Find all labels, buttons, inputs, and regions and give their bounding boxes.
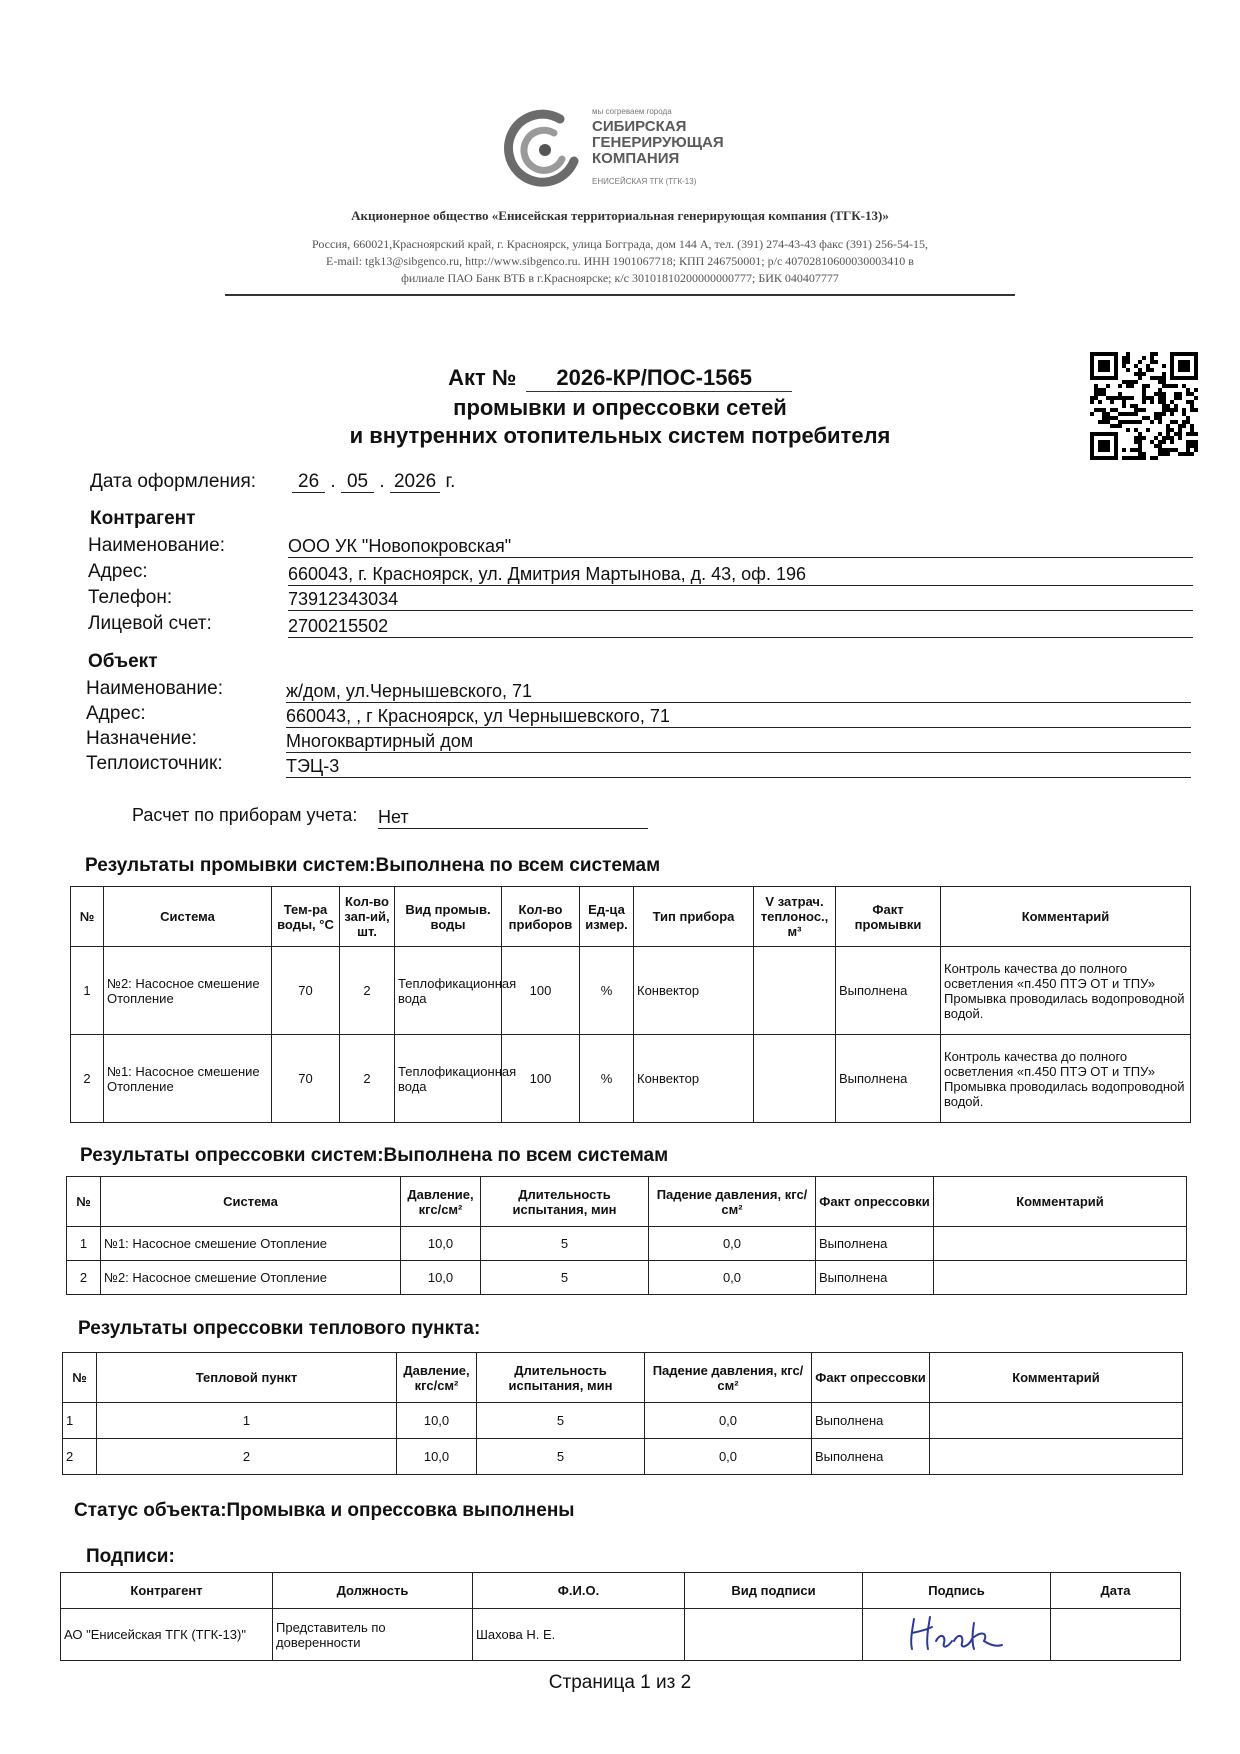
cell: Выполнена bbox=[812, 1403, 930, 1439]
cell: 10,0 bbox=[401, 1227, 481, 1261]
logo-line-1: СИБИРСКАЯ bbox=[592, 118, 687, 135]
cell: 70 bbox=[272, 947, 340, 1035]
act-title-line-3: и внутренних отопительных систем потребителя bbox=[349, 423, 891, 448]
signature-scribble-icon bbox=[902, 1611, 1012, 1655]
flush-col-unit: Ед-ца измер. bbox=[580, 887, 634, 947]
table-row bbox=[63, 1403, 1183, 1439]
contragent-phone-label: Телефон: bbox=[88, 587, 173, 608]
heatpoint-col-point: Тепловой пункт bbox=[97, 1353, 397, 1403]
act-number-line bbox=[0, 365, 1240, 392]
cell: АО "Енисейская ТГК (ТГК-13)" bbox=[61, 1609, 273, 1661]
cell: 1 bbox=[97, 1403, 397, 1439]
cell: 100 bbox=[502, 1035, 580, 1123]
signatures-heading: Подписи: bbox=[86, 1546, 175, 1567]
contragent-phone: 73912343034 bbox=[288, 589, 1193, 611]
contragent-account-label: Лицевой счет: bbox=[88, 613, 212, 634]
contragent-account: 2700215502 bbox=[288, 616, 1193, 638]
heatpoint-header-row bbox=[63, 1353, 1183, 1403]
sig-col-contragent: Контрагент bbox=[61, 1573, 273, 1609]
company-logo bbox=[500, 105, 740, 195]
cell: 1 bbox=[63, 1403, 97, 1439]
signatures-header-row bbox=[61, 1573, 1181, 1609]
contragent-heading: Контрагент bbox=[90, 508, 196, 529]
cell bbox=[1051, 1609, 1181, 1661]
cell: Выполнена bbox=[836, 1035, 941, 1123]
cell bbox=[930, 1403, 1183, 1439]
cell: 0,0 bbox=[645, 1439, 812, 1475]
table-row bbox=[61, 1609, 1181, 1661]
heatpoint-col-pressure: Давление, кгс/см² bbox=[397, 1353, 477, 1403]
pressure-col-system: Система bbox=[101, 1177, 401, 1227]
pressure-col-no: № bbox=[67, 1177, 101, 1227]
page-footer: Страница 1 из 2 bbox=[548, 1672, 692, 1693]
logo-line-2: ГЕНЕРИРУЮЩАЯ bbox=[592, 134, 724, 151]
cell: 5 bbox=[481, 1261, 649, 1295]
cell: 2 bbox=[67, 1261, 101, 1295]
flush-col-water: Вид промыв. воды bbox=[395, 887, 502, 947]
cell bbox=[934, 1261, 1187, 1295]
qr-code bbox=[1090, 352, 1198, 460]
cell: 0,0 bbox=[649, 1227, 816, 1261]
cell: % bbox=[580, 947, 634, 1035]
object-address-label: Адрес: bbox=[86, 703, 146, 724]
date-label: Дата оформления: bbox=[90, 471, 257, 492]
cell: 2 bbox=[97, 1439, 397, 1475]
cell: Выполнена bbox=[816, 1261, 934, 1295]
cell: 2 bbox=[71, 1035, 104, 1123]
requisites-line-2: E-mail: tgk13@sibgenco.ru, http://www.sibgenco.ru. ИНН 1901067718; КПП 246750001; р/с 40702810600030003410 в bbox=[326, 254, 914, 268]
cell bbox=[685, 1609, 863, 1661]
sig-col-signature: Подпись bbox=[863, 1573, 1051, 1609]
cell: №2: Насосное смешение Отопление bbox=[104, 947, 272, 1035]
cell: 0,0 bbox=[645, 1403, 812, 1439]
flush-col-system: Система bbox=[104, 887, 272, 947]
act-label: Акт № bbox=[448, 365, 517, 390]
pressure-col-comment: Комментарий bbox=[934, 1177, 1187, 1227]
metering-value: Нет bbox=[378, 807, 648, 829]
cell: 1 bbox=[71, 947, 104, 1035]
table-row bbox=[67, 1261, 1187, 1295]
cell bbox=[754, 947, 836, 1035]
cell: 1 bbox=[67, 1227, 101, 1261]
logo-tagline: мы согреваем города bbox=[592, 107, 672, 116]
object-address: 660043, , г Красноярск, ул Чернышевского, 71 bbox=[286, 706, 1191, 728]
cell bbox=[934, 1227, 1187, 1261]
metering-label: Расчет по приборам учета: bbox=[132, 805, 358, 825]
act-title-line-2: промывки и опрессовки сетей bbox=[453, 395, 787, 420]
logo-swirl-icon bbox=[500, 105, 590, 195]
object-source: ТЭЦ-3 bbox=[286, 756, 1191, 778]
cell: 0,0 bbox=[649, 1261, 816, 1295]
contragent-address: 660043, г. Красноярск, ул. Дмитрия Мартынова, д. 43, оф. 196 bbox=[288, 564, 1193, 586]
date-year: 2026 bbox=[390, 471, 440, 493]
object-status: Статус объекта:Промывка и опрессовка выполнены bbox=[74, 1500, 575, 1521]
pressure-col-drop: Падение давления, кгс/см² bbox=[649, 1177, 816, 1227]
cell: Выполнена bbox=[812, 1439, 930, 1475]
cell: Контроль качества до полного осветления «п.450 ПТЭ ОТ и ТПУ» Промывка проводилась водопроводной водой. bbox=[941, 1035, 1191, 1123]
pressure-header-row bbox=[67, 1177, 1187, 1227]
sig-col-fio: Ф.И.О. bbox=[473, 1573, 685, 1609]
sig-col-position: Должность bbox=[273, 1573, 473, 1609]
heatpoint-table bbox=[62, 1352, 1183, 1475]
heatpoint-heading: Результаты опрессовки теплового пункта: bbox=[78, 1318, 481, 1339]
contragent-name-label: Наименование: bbox=[88, 535, 225, 556]
cell: Конвектор bbox=[634, 1035, 754, 1123]
cell: Контроль качества до полного осветления «п.450 ПТЭ ОТ и ТПУ» Промывка проводилась водопроводной водой. bbox=[941, 947, 1191, 1035]
flush-col-devices: Кол-во приборов bbox=[502, 887, 580, 947]
contragent-address-label: Адрес: bbox=[88, 561, 148, 582]
heatpoint-col-comment: Комментарий bbox=[930, 1353, 1183, 1403]
heatpoint-col-fact: Факт опрессовки bbox=[812, 1353, 930, 1403]
requisites-line-1: Россия, 660021,Красноярский край, г. Красноярск, улица Богграда, дом 144 А, тел. (391) 274-43-43 факс (391) 256-54-15, bbox=[311, 237, 929, 251]
flush-col-fact: Факт промывки bbox=[836, 887, 941, 947]
cell: 70 bbox=[272, 1035, 340, 1123]
cell: 5 bbox=[481, 1227, 649, 1261]
pressure-col-fact: Факт опрессовки bbox=[816, 1177, 934, 1227]
flush-header-row bbox=[71, 887, 1191, 947]
object-name: ж/дом, ул.Чернышевского, 71 bbox=[286, 681, 1191, 703]
object-purpose: Многоквартирный дом bbox=[286, 731, 1191, 753]
object-name-label: Наименование: bbox=[86, 678, 223, 699]
heatpoint-col-drop: Падение давления, кгс/см² bbox=[645, 1353, 812, 1403]
act-number: 2026-КР/ПОС-1565 bbox=[526, 365, 792, 392]
cell: 2 bbox=[340, 1035, 395, 1123]
date-day: 26 bbox=[292, 471, 325, 493]
flush-col-count: Кол-во зап-ий, шт. bbox=[340, 887, 395, 947]
cell: Теплофикационная вода bbox=[395, 947, 502, 1035]
sig-col-date: Дата bbox=[1051, 1573, 1181, 1609]
cell: 2 bbox=[340, 947, 395, 1035]
cell: 2 bbox=[63, 1439, 97, 1475]
logo-line-3: КОМПАНИЯ bbox=[592, 150, 680, 167]
sig-col-type: Вид подписи bbox=[685, 1573, 863, 1609]
cell bbox=[754, 1035, 836, 1123]
flush-col-comment: Комментарий bbox=[941, 887, 1191, 947]
letterhead-divider bbox=[225, 294, 1015, 296]
table-row bbox=[63, 1439, 1183, 1475]
date-suffix: г. bbox=[445, 471, 456, 492]
pressure-table bbox=[66, 1176, 1187, 1295]
logo-subtitle: ЕНИСЕЙСКАЯ ТГК (ТГК-13) bbox=[592, 177, 697, 186]
cell: 100 bbox=[502, 947, 580, 1035]
object-source-label: Теплоисточник: bbox=[86, 753, 223, 774]
cell: 5 bbox=[477, 1403, 645, 1439]
cell: 10,0 bbox=[401, 1261, 481, 1295]
requisites-line-3: филиале ПАО Банк ВТБ в г.Красноярске; к/с 30101810200000000777; БИК 040407777 bbox=[401, 271, 839, 285]
cell: Выполнена bbox=[836, 947, 941, 1035]
cell bbox=[930, 1439, 1183, 1475]
cell: №1: Насосное смешение Отопление bbox=[104, 1035, 272, 1123]
flush-col-volume: V затрач. теплонос., м³ bbox=[754, 887, 836, 947]
cell: №2: Насосное смешение Отопление bbox=[101, 1261, 401, 1295]
cell: 10,0 bbox=[397, 1439, 477, 1475]
object-purpose-label: Назначение: bbox=[86, 728, 197, 749]
date-month: 05 bbox=[341, 471, 374, 493]
table-row bbox=[67, 1227, 1187, 1261]
pressure-heading: Результаты опрессовки систем:Выполнена по всем системам bbox=[80, 1145, 669, 1166]
cell: 10,0 bbox=[397, 1403, 477, 1439]
pressure-col-duration: Длительность испытания, мин bbox=[481, 1177, 649, 1227]
flush-col-temp: Тем-ра воды, °С bbox=[272, 887, 340, 947]
cell: 5 bbox=[477, 1439, 645, 1475]
cell: Выполнена bbox=[816, 1227, 934, 1261]
flush-col-type: Тип прибора bbox=[634, 887, 754, 947]
flush-col-no: № bbox=[71, 887, 104, 947]
object-heading: Объект bbox=[88, 651, 158, 672]
heatpoint-col-no: № bbox=[63, 1353, 97, 1403]
cell: №1: Насосное смешение Отопление bbox=[101, 1227, 401, 1261]
contragent-name: ООО УК "Новопокровская" bbox=[288, 536, 1193, 558]
date-value: 26 . 05 . 2026 г. bbox=[292, 471, 455, 493]
cell: Шахова Н. Е. bbox=[473, 1609, 685, 1661]
cell: Представитель по доверенности bbox=[273, 1609, 473, 1661]
handwritten-signature bbox=[863, 1609, 1051, 1661]
organization-name: Акционерное общество «Енисейская территориальная генерирующая компания (ТГК-13)» bbox=[351, 208, 889, 223]
table-row bbox=[71, 947, 1191, 1035]
flush-table bbox=[70, 886, 1191, 1123]
cell: Конвектор bbox=[634, 947, 754, 1035]
flush-heading: Результаты промывки систем:Выполнена по всем системам bbox=[85, 855, 661, 876]
cell: % bbox=[580, 1035, 634, 1123]
table-row bbox=[71, 1035, 1191, 1123]
cell: Теплофикационная вода bbox=[395, 1035, 502, 1123]
pressure-col-pressure: Давление, кгс/см² bbox=[401, 1177, 481, 1227]
signatures-table bbox=[60, 1572, 1181, 1661]
heatpoint-col-duration: Длительность испытания, мин bbox=[477, 1353, 645, 1403]
